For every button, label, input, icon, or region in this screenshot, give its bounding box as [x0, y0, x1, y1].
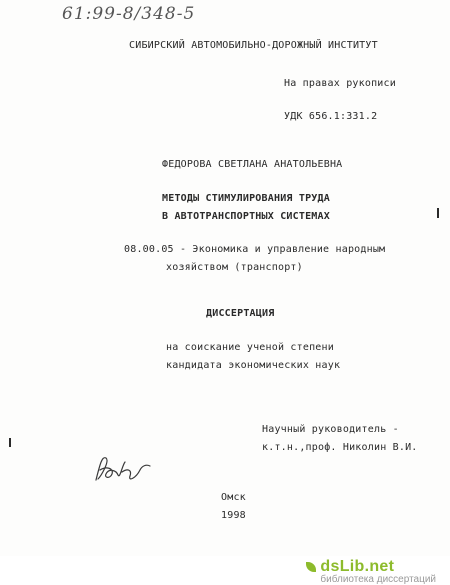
institute-name: СИБИРСКИЙ АВТОМОБИЛЬНО-ДОРОЖНЫЙ ИНСТИТУТ	[129, 40, 378, 51]
watermark-name: dsLib.net	[320, 558, 395, 575]
rights-notice: На правах рукописи	[284, 78, 396, 89]
degree-line-2: кандидата экономических наук	[166, 360, 341, 371]
leaf-icon	[306, 562, 316, 572]
watermark-subtitle: библиотека диссертаций	[320, 574, 436, 585]
supervisor-line-1: Научный руководитель -	[262, 424, 399, 435]
margin-tick	[437, 208, 439, 218]
year: 1998	[221, 510, 246, 521]
document-type: ДИССЕРТАЦИЯ	[206, 308, 275, 319]
title-line-2: В АВТОТРАНСПОРТНЫХ СИСТЕМАХ	[162, 211, 330, 222]
watermark-bar	[0, 556, 450, 585]
degree-line-1: на соискание ученой степени	[166, 342, 334, 353]
udk-code: УДК 656.1:331.2	[284, 111, 378, 122]
author-name: ФЕДОРОВА СВЕТЛАНА АНАТОЛЬЕВНА	[162, 159, 343, 170]
city: Омск	[221, 492, 246, 503]
specialty-line-1: 08.00.05 - Экономика и управление народным	[124, 244, 386, 255]
supervisor-line-2: к.т.н.,проф. Николин В.И.	[262, 442, 418, 453]
title-line-1: МЕТОДЫ СТИМУЛИРОВАНИЯ ТРУДА	[162, 193, 330, 204]
handwritten-signature	[92, 452, 154, 486]
specialty-line-2: хозяйством (транспорт)	[166, 262, 303, 273]
dslib-logo	[320, 558, 436, 585]
archive-number: 61:99-8/348-5	[62, 4, 196, 24]
margin-tick-left	[9, 438, 11, 447]
